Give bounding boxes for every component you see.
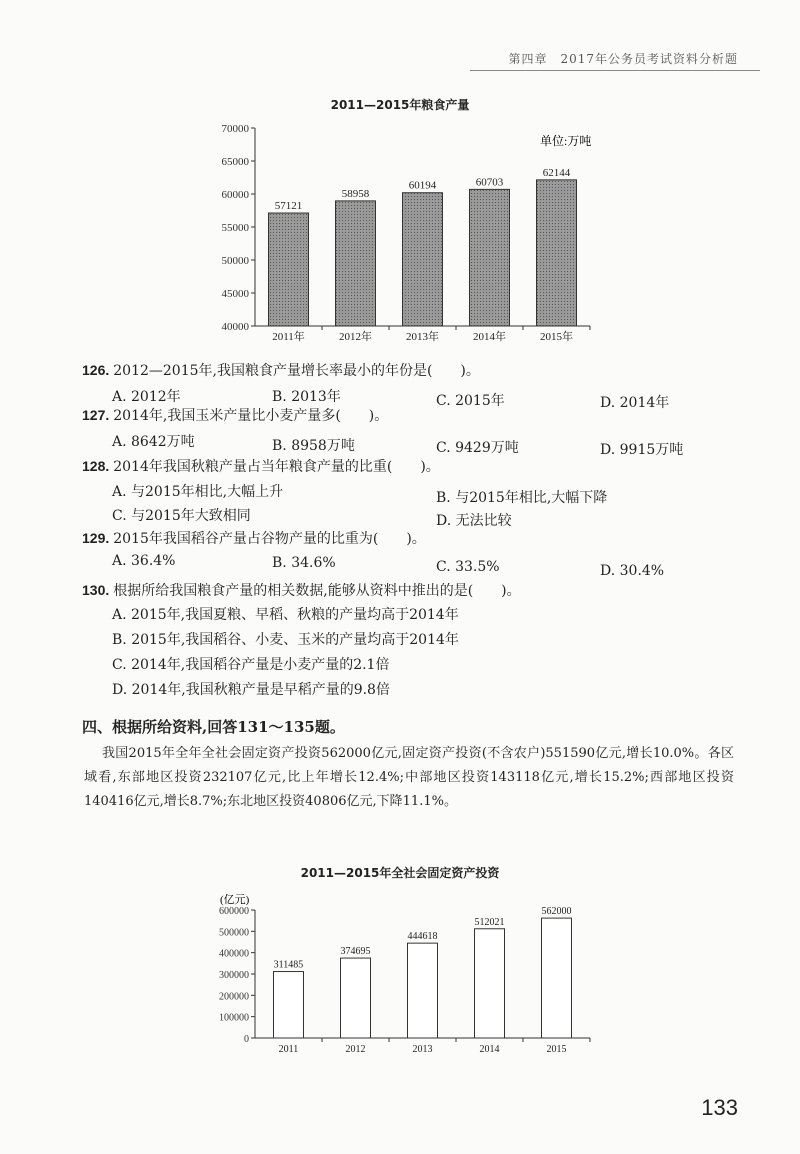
question-number: 128. [82,458,110,474]
x-tick-label: 2014 [479,1044,500,1055]
answer-option: D. 30.4% [600,563,665,579]
bar [403,193,443,326]
answer-option: D. 无法比较 [436,513,512,529]
bar [470,189,510,326]
question-number: 127. [82,407,110,423]
y-tick-label: 45000 [221,288,249,300]
y-tick-label: 50000 [221,255,249,267]
data-label: 57121 [274,200,303,213]
section-paragraph: 我国2015年全年全社会固定资产投资562000亿元,固定资产投资(不含农户)551590亿元,增长10.0%。各区域看,东部地区投资232107亿元,比上年增长12.4%;中部地区投资143118亿元,增长15.2%;西部地区投资140416亿元,增长8.7%;东北地区投资40806亿元,下降11.1%。 [84,746,734,809]
y-tick-label: 70000 [221,123,249,135]
question-text: 根据所给我国粮食产量的相关数据,能够从资料中推出的是( )。 [113,583,521,599]
question-number: 130. [82,582,110,598]
answer-option: D. 2014年,我国秋粮产量是早稻产量的9.8倍 [112,682,390,698]
bar [408,943,438,1038]
question-text: 2014年我国秋粮产量占当年粮食产量的比重( )。 [113,459,440,475]
bar [336,201,376,326]
data-label: 444618 [407,931,438,943]
y-tick-label: 40000 [221,321,249,333]
x-tick-label: 2011年 [272,331,305,343]
bar [475,929,505,1038]
fixed-asset-investment-chart [0,885,800,1065]
y-tick-label: 600000 [219,906,249,917]
bar [274,972,304,1038]
answer-option: C. 9429万吨 [436,440,519,456]
chart1-unit-label: 单位:万吨 [540,134,592,148]
bar [537,180,577,326]
x-tick-label: 2013年 [406,331,439,343]
y-tick-label: 200000 [219,991,249,1003]
data-label: 62144 [542,166,571,179]
page-header: 第四章 2017年公务员考试资料分析题 [508,52,738,66]
question-text: 2015年我国稻谷产量占谷物产量的比重为( )。 [113,531,426,547]
x-tick-label: 2015 [546,1044,567,1055]
answer-option: C. 2014年,我国稻谷产量是小麦产量的2.1倍 [112,657,390,673]
answer-option: A. 与2015年相比,大幅上升 [112,484,284,500]
chart2-title: 2011—2015年全社会固定资产投资 [300,866,500,880]
chart1-title: 2011—2015年粮食产量 [330,98,470,112]
answer-option: C. 33.5% [436,559,500,575]
y-tick-label: 60000 [221,189,249,201]
answer-option: B. 8958万吨 [272,438,355,454]
data-label: 58958 [341,187,370,200]
y-tick-label: 400000 [219,948,249,960]
bar [341,958,371,1038]
data-label: 512021 [474,916,505,928]
x-tick-label: 2015年 [540,331,573,343]
question-stem [82,456,440,476]
y-tick-label: 300000 [219,970,249,981]
question-text: 2012—2015年,我国粮食产量增长率最小的年份是( )。 [113,363,480,379]
answer-option: C. 与2015年大致相同 [112,508,251,524]
question-stem [82,405,388,425]
y-tick-label: 55000 [221,222,249,234]
y-tick-label: 500000 [219,927,249,939]
y-tick-label: 65000 [221,156,249,168]
question-text: 2014年,我国玉米产量比小麦产量多( )。 [113,408,389,424]
x-tick-label: 2011 [278,1044,299,1055]
data-label: 60194 [408,179,437,192]
answer-option: D. 9915万吨 [600,442,684,458]
answer-option: B. 2015年,我国稻谷、小麦、玉米的产量均高于2014年 [112,632,459,648]
question-number: 129. [82,530,110,546]
data-label: 562000 [541,906,572,918]
answer-option: B. 与2015年相比,大幅下降 [436,490,608,506]
answer-option: B. 34.6% [272,555,336,571]
chart2-unit-label: (亿元) [220,894,250,906]
x-tick-label: 2012 [345,1044,366,1055]
x-tick-label: 2014年 [473,331,506,343]
x-tick-label: 2013 [412,1044,433,1055]
question-number: 126. [82,362,110,378]
answer-option: A. 2015年,我国夏粮、早稻、秋粮的产量均高于2014年 [112,607,459,623]
bar [269,213,309,326]
x-tick-label: 2012年 [339,331,372,343]
bar [542,918,572,1038]
answer-option: A. 8642万吨 [112,434,195,450]
question-stem [82,580,521,600]
data-label: 311485 [273,959,304,971]
grain-output-chart [0,100,800,360]
page-number: 133 [701,1095,738,1120]
data-label: 60703 [475,176,504,189]
answer-option: A. 36.4% [112,553,176,569]
answer-option: D. 2014年 [600,395,670,411]
question-stem [82,360,480,380]
header-divider [470,70,760,71]
y-tick-label: 0 [244,1034,249,1045]
data-label: 374695 [340,946,371,958]
answer-option: C. 2015年 [436,393,505,409]
question-stem [82,528,426,548]
section-title: 四、根据所给资料,回答131～135题。 [82,718,345,736]
y-tick-label: 100000 [219,1012,249,1024]
answer-option: B. 2013年 [272,389,341,405]
answer-option: A. 2012年 [112,389,181,405]
